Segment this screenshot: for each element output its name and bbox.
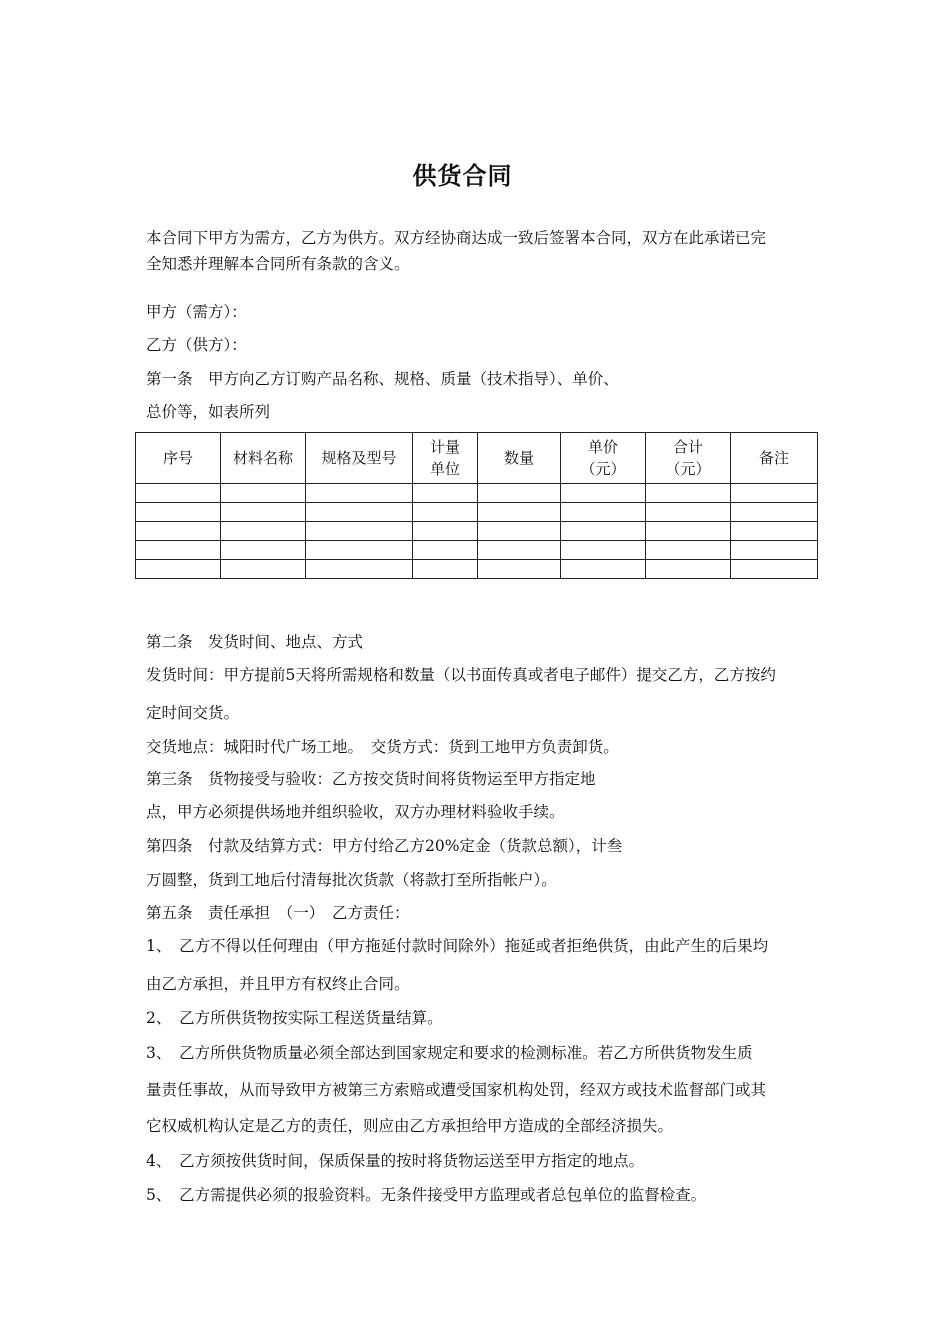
header-cell-serial (136, 433, 221, 484)
table-row (136, 560, 818, 579)
table-cell (731, 522, 818, 541)
article-2-title: 第二条 发货时间、地点、方式 (146, 633, 364, 651)
table-cell (306, 541, 413, 560)
header-sublabel: （元） (665, 460, 711, 478)
table-cell (136, 484, 221, 503)
table-cell (221, 484, 306, 503)
table-cell (561, 560, 646, 579)
table-cell (478, 522, 561, 541)
header-sublabel: （元） (580, 460, 626, 478)
table-cell (646, 541, 731, 560)
table-cell (646, 560, 731, 579)
table-cell (136, 541, 221, 560)
header-cell-remarks (731, 433, 818, 484)
header-cell-spec-model (306, 433, 413, 484)
header-label: 序号 (162, 449, 193, 467)
header-label: 计量 (429, 438, 460, 456)
article-3-line-2: 点，甲方必须提供场地并组织验收，双方办理材料验收手续。 (146, 803, 565, 821)
table-row (136, 522, 818, 541)
party-b-label: 乙方（供方）： (146, 336, 247, 354)
table-cell (561, 541, 646, 560)
table-body (136, 484, 818, 579)
header-label: 材料名称 (232, 449, 293, 467)
item-1-line-2: 由乙方承担，并且甲方有权终止合同。 (146, 975, 410, 993)
header-cell-unit-price (561, 433, 646, 484)
table-cell (413, 484, 478, 503)
item-2: 2、 乙方所供货物按实际工程送货量结算。 (146, 1009, 443, 1027)
header-cell-material-name (221, 433, 306, 484)
article-1-line-1: 第一条 甲方向乙方订购产品名称、规格、质量（技术指导）、单价、 (146, 370, 619, 388)
table-cell (221, 503, 306, 522)
header-label: 单价 (587, 438, 618, 456)
table-cell (306, 560, 413, 579)
product-table (135, 432, 818, 579)
article-4-line-2: 万圆整，货到工地后付清每批次货款（将款打至所指帐户）。 (146, 871, 557, 889)
article-2-time-line-2: 定时间交货。 (146, 704, 240, 722)
table-cell (561, 503, 646, 522)
article-2-place: 交货地点：城阳时代广场工地。 交货方式：货到工地甲方负责卸货。 (146, 738, 619, 756)
table-row (136, 503, 818, 522)
article-4-line-1: 第四条 付款及结算方式：甲方付给乙方20%定金（货款总额），计叁 (146, 837, 623, 855)
table-cell (646, 522, 731, 541)
item-4: 4、 乙方须按供货时间，保质保量的按时将货物运送至甲方指定的地点。 (146, 1152, 645, 1170)
header-cell-total (646, 433, 731, 484)
header-label: 规格及型号 (321, 449, 397, 467)
intro-line-2: 全知悉并理解本合同所有条款的含义。 (146, 255, 410, 273)
table-cell (478, 560, 561, 579)
header-cell-quantity (478, 433, 561, 484)
item-3-line-2: 量责任事故，从而导致甲方被第三方索赔或遭受国家机构处罚，经双方或技术监督部门或其 (146, 1081, 767, 1099)
item-3-line-1: 3、 乙方所供货物质量必须全部达到国家规定和要求的检测标准。若乙方所供货物发生质 (146, 1044, 753, 1062)
table-cell (221, 522, 306, 541)
table-cell (413, 560, 478, 579)
table-cell (306, 522, 413, 541)
table-row (136, 541, 818, 560)
party-a-label: 甲方（需方）： (146, 303, 247, 321)
article-2-time-line-1: 发货时间：甲方提前5天将所需规格和数量（以书面传真或者电子邮件）提交乙方，乙方按约 (146, 666, 776, 684)
item-1-line-1: 1、 乙方不得以任何理由（甲方拖延付款时间除外）拖延或者拒绝供货，由此产生的后果均 (146, 937, 769, 955)
table-cell (221, 541, 306, 560)
header-label: 数量 (503, 449, 534, 467)
table-cell (413, 541, 478, 560)
document-title: 供货合同 (412, 162, 513, 190)
table-cell (478, 484, 561, 503)
header-cell-unit (413, 433, 478, 484)
table-header-row (136, 433, 818, 484)
table-cell (561, 522, 646, 541)
table-cell (646, 503, 731, 522)
item-3-line-3: 它权威机构认定是乙方的责任，则应由乙方承担给甲方造成的全部经济损失。 (146, 1117, 674, 1135)
table-cell (306, 484, 413, 503)
table-cell (731, 541, 818, 560)
table-cell (731, 484, 818, 503)
table-cell (413, 503, 478, 522)
table-cell (731, 503, 818, 522)
table-cell (478, 541, 561, 560)
table-cell (306, 503, 413, 522)
article-1-line-2: 总价等，如表所列 (146, 403, 271, 421)
table-cell (136, 522, 221, 541)
table-cell (478, 503, 561, 522)
item-5: 5、 乙方需提供必须的报验资料。无条件接受甲方监理或者总包单位的监督检查。 (146, 1186, 707, 1204)
header-sublabel: 单位 (429, 460, 460, 478)
table-cell (561, 484, 646, 503)
article-5-title: 第五条 责任承担 （一） 乙方责任： (146, 904, 410, 922)
article-3-line-1: 第三条 货物接受与验收：乙方按交货时间将货物运至甲方指定地 (146, 770, 596, 788)
table-cell (731, 560, 818, 579)
table-cell (136, 503, 221, 522)
table-cell (413, 522, 478, 541)
table-row (136, 484, 818, 503)
intro-line-1: 本合同下甲方为需方，乙方为供方。双方经协商达成一致后签署本合同，双方在此承诺已完 (146, 229, 767, 247)
table-cell (646, 484, 731, 503)
table-cell (221, 560, 306, 579)
header-label: 备注 (758, 449, 789, 467)
header-label: 合计 (672, 438, 703, 456)
table-cell (136, 560, 221, 579)
